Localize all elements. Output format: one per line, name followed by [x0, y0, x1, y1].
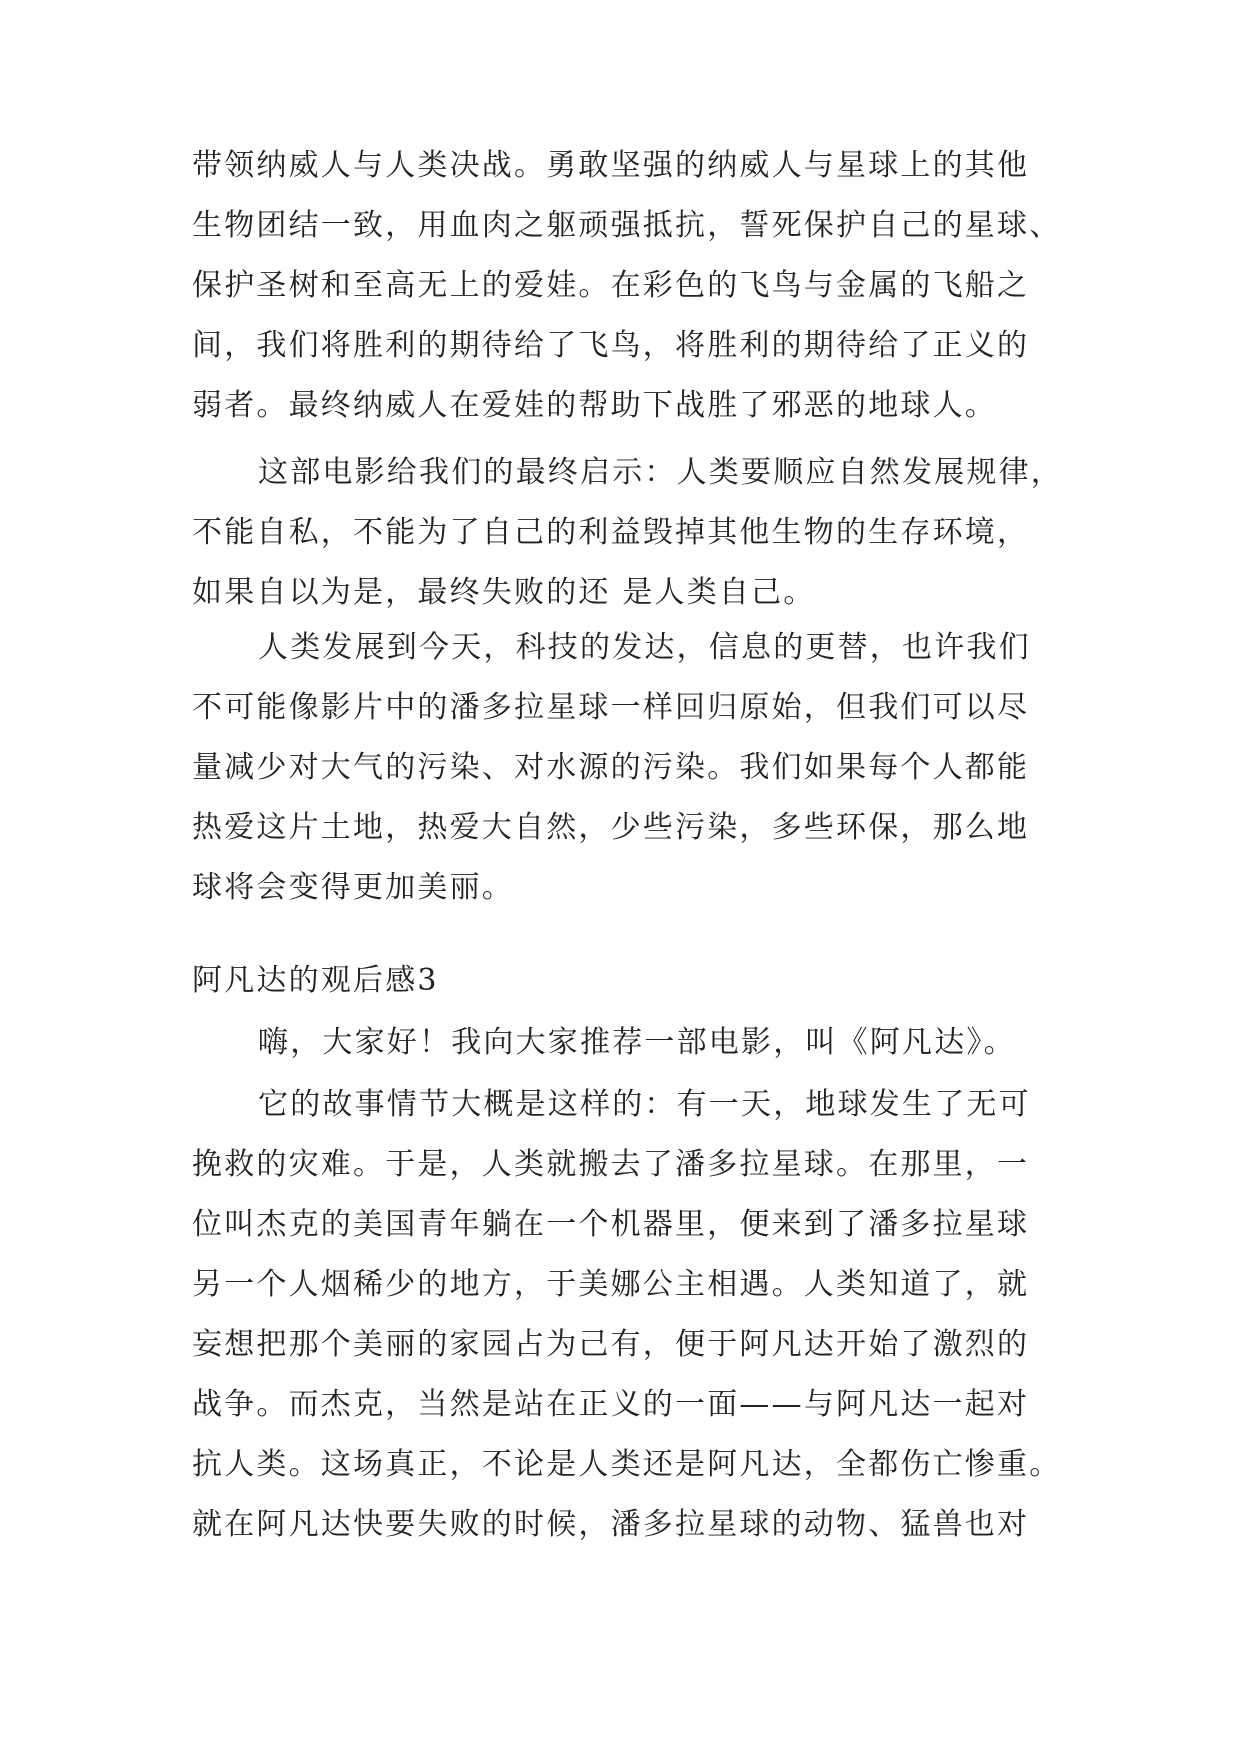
text-line: 这部电影给我们的最终启示：人类要顺应自然发展规律， — [258, 455, 1063, 490]
section-a-paragraph-2 — [192, 443, 1072, 623]
section-b-paragraph-1 — [192, 1013, 1072, 1073]
text-line: 带领纳威人与人类决战。勇敢坚强的纳威人与星球上的其他 — [192, 148, 1030, 183]
text-line: 人类发展到今天，科技的发达，信息的更替，也许我们 — [258, 630, 1031, 665]
text-line: 热爱这片土地，热爱大自然，少些污染，多些环保，那么地 — [192, 810, 1030, 845]
text-line: 弱者。最终纳威人在爱娃的帮助下战胜了邪恶的地球人。 — [192, 388, 997, 423]
section-b-heading: 阿凡达的观后感3 — [192, 963, 439, 998]
text-line: 嗨，大家好！我向大家推荐一部电影，叫《阿凡达》。 — [258, 1025, 1016, 1060]
text-line: 抗人类。这场真正，不论是人类还是阿凡达，全都伤亡惨重。 — [192, 1447, 1062, 1482]
text-line: 间，我们将胜利的期待给了飞鸟，将胜利的期待给了正义的 — [192, 328, 1030, 363]
text-line: 就在阿凡达快要失败的时候，潘多拉星球的动物、猛兽也对 — [192, 1507, 1030, 1542]
text-line: 不能自私，不能为了自己的利益毁掉其他生物的生存环境， — [192, 515, 1030, 550]
section-a-paragraph-1 — [192, 136, 1072, 436]
text-line: 位叫杰克的美国青年躺在一个机器里，便来到了潘多拉星球 — [192, 1207, 1030, 1242]
text-line: 战争。而杰克，当然是站在正义的一面——与阿凡达一起对 — [192, 1387, 1030, 1422]
text-line: 球将会变得更加美丽。 — [192, 870, 514, 905]
text-line: 量减少对大气的污染、对水源的污染。我们如果每个人都能 — [192, 750, 1030, 785]
section-b-paragraph-2 — [192, 1075, 1072, 1555]
text-line: 挽救的灾难。于是，人类就搬去了潘多拉星球。在那里，一 — [192, 1147, 1030, 1182]
text-line: 生物团结一致，用血肉之躯顽强抵抗，誓死保护自己的星球、 — [192, 208, 1062, 243]
text-line: 它的故事情节大概是这样的：有一天，地球发生了无可 — [258, 1087, 1031, 1122]
text-line: 保护圣树和至高无上的爱娃。在彩色的飞鸟与金属的飞船之 — [192, 268, 1030, 303]
section-a-paragraph-3 — [192, 618, 1072, 918]
text-line: 不可能像影片中的潘多拉星球一样回归原始，但我们可以尽 — [192, 690, 1030, 725]
text-line: 另一个人烟稀少的地方，于美娜公主相遇。人类知道了，就 — [192, 1267, 1030, 1302]
text-line: 妄想把那个美丽的家园占为己有，便于阿凡达开始了激烈的 — [192, 1327, 1030, 1362]
text-line: 如果自以为是，最终失败的还 是人类自己。 — [192, 575, 816, 610]
